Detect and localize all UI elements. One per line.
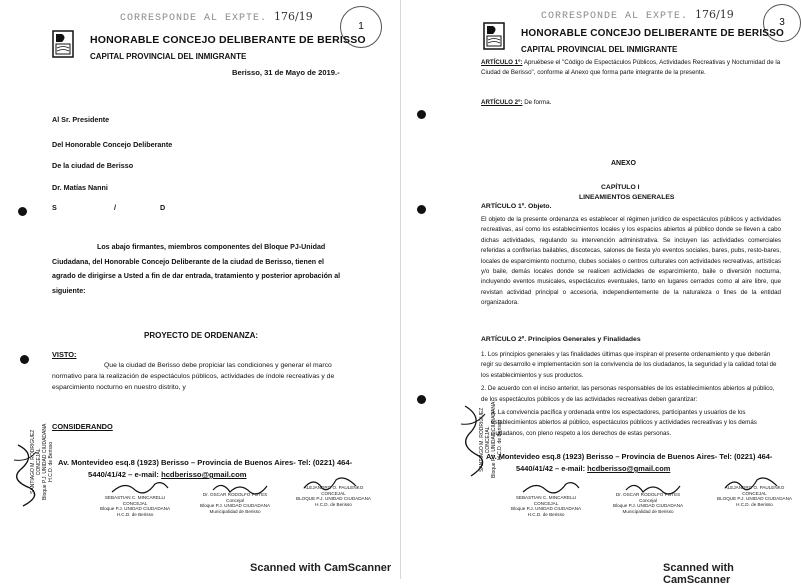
- article-1b-title: ARTÍCULO 1º. Objeto.: [481, 203, 552, 210]
- article-2-paragraph: [481, 98, 781, 108]
- recipient-line-2: Del Honorable Concejo Deliberante: [52, 140, 173, 149]
- signature-bloc: BLOQUE P.J. UNIDAD CIUDADANA: [717, 496, 792, 502]
- vertical-signature-block: [30, 424, 54, 500]
- principles-list: [481, 350, 781, 439]
- binder-hole-icon: [417, 205, 426, 214]
- footer-contact-prefix: 5440/41/42 – e-mail:: [516, 464, 586, 473]
- article-2-label: ARTÍCULO 2º:: [481, 99, 523, 106]
- signature-name: SEBASTIAN C. MINCARELLI: [515, 495, 577, 500]
- footer-address: Av. Montevideo esq.8 (1923) Berisso – Provincia de Buenos Aires- Tel: (0221) 464-: [58, 458, 353, 467]
- right-document-page: [400, 0, 801, 586]
- folio-number: 1: [358, 21, 364, 32]
- signature-block-3: [296, 485, 371, 507]
- council-logo-icon: [52, 30, 74, 58]
- visto-label: VISTO:: [52, 350, 77, 359]
- signature-block-3: [717, 485, 792, 507]
- expediente-stamp: [120, 10, 313, 24]
- article-2-text: De forma.: [524, 99, 552, 106]
- council-name: HONORABLE CONCEJO DELIBERANTE DE BERISSO: [90, 34, 366, 46]
- article-1-paragraph: [481, 58, 781, 79]
- letter-date: Berisso, 31 de Mayo de 2019.-: [232, 68, 340, 77]
- council-name: HONORABLE CONCEJO DELIBERANTE DE BERISSO: [521, 28, 785, 39]
- footer-email: hcdberisso@gmail.com: [587, 464, 671, 473]
- signature-body: Municipalidad de Berisso: [209, 508, 261, 514]
- project-title: PROYECTO DE ORDENANZA:: [144, 331, 259, 340]
- signature-bloc: Bloque P.J. UNIDAD CIUDADANA: [100, 506, 171, 512]
- expediente-stamp-label: CORRESPONDE AL EXPTE.: [120, 13, 268, 24]
- signature-name: ALEJANDRO O. PAULENKO: [303, 485, 364, 490]
- signature-body: Municipalidad de Berisso: [622, 508, 674, 514]
- signature-bloc: Bloque P.J. UNIDAD CIUDADANA: [200, 503, 271, 509]
- council-subtitle: CAPITAL PROVINCIAL DEL INMIGRANTE: [90, 52, 247, 61]
- council-subtitle: CAPITAL PROVINCIAL DEL INMIGRANTE: [521, 45, 678, 54]
- signature-role: CONCEJAL: [742, 490, 767, 496]
- binder-hole-icon: [417, 110, 426, 119]
- signature-block-2: [200, 492, 270, 514]
- recipient-line-4: Dr. Matías Nanni: [52, 183, 108, 192]
- signature-block-1: [100, 495, 170, 517]
- chapter-number: CAPÍTULO I: [601, 184, 640, 191]
- signature-role: CONCEJAL: [533, 500, 559, 506]
- expediente-stamp-number: 176/19: [274, 10, 313, 23]
- signature-body: H.C.D. de Berisso: [116, 511, 154, 517]
- signature-body: H.C.D. de Berisso: [527, 511, 565, 517]
- signature-body: H.C.D. de Berisso: [315, 501, 352, 507]
- signature-name: ALEJANDRO O. PAULENKO: [724, 485, 785, 490]
- signature-name: Dr. OSCAR RODOLFO POTES: [615, 492, 681, 497]
- footer-contact: [516, 464, 670, 473]
- expediente-stamp-label: CORRESPONDE AL EXPTE.: [541, 11, 689, 22]
- folio-number: 3: [779, 17, 785, 28]
- vertical-signature-block: [479, 402, 503, 478]
- recipient-line-3: De la ciudad de Berisso: [52, 161, 134, 170]
- article-1-text: Apruébese el "Código de Espectáculos Públicos, Actividades Recreativas y Nocturnidad de la Ciudad de Berisso", conforme al Anexo que forma parte integrante de la presente.: [481, 59, 781, 77]
- signature-role: CONCEJAL: [321, 490, 346, 496]
- salutation-slash: /: [114, 203, 116, 212]
- signature-bloc: Bloque P.J. UNIDAD CIUDADANA: [511, 506, 582, 512]
- footer-email: hcdberisso@gmail.com: [161, 470, 247, 479]
- binder-hole-icon: [20, 355, 29, 364]
- list-item: 2. De acuerdo con el inciso anterior, las personas responsables de los establecimientos abiertos al público, de los espectáculos públicos y de las actividades recreativas deben garantizar:: [481, 385, 775, 403]
- footer-contact-prefix: 5440/41/42 – e-mail:: [88, 470, 159, 479]
- left-document-page: [0, 0, 400, 579]
- signature-role: Concejal: [639, 497, 657, 503]
- binder-hole-icon: [18, 207, 27, 216]
- recipient-line-1: Al Sr. Presidente: [52, 115, 110, 124]
- expediente-stamp: [541, 8, 734, 22]
- article-2b-title: ARTÍCULO 2º. Principios Generales y Finalidades: [481, 336, 641, 343]
- signature-role: Concejal: [226, 497, 244, 503]
- intro-paragraph: Los abajo firmantes, miembros componentes del Bloque PJ-Unidad Ciudadana, del Honorable Concejo Deliberante de la ciudad de Berisso, tienen el agrado de dirigirse a Usted a fin de dar entrada, tratamiento y posterior aprobación al siguiente:: [52, 243, 341, 295]
- signature-name: SEBASTIAN C. MINCARELLI: [104, 495, 166, 500]
- anexo-heading: ANEXO: [611, 160, 636, 167]
- signature-bloc: BLOQUE P.J. UNIDAD CIUDADANA: [296, 496, 371, 502]
- binder-hole-icon: [417, 395, 426, 404]
- article-1-label: ARTÍCULO 1º:: [481, 59, 523, 66]
- list-item: 1. Los principios generales y las finalidades últimas que inspiran el presente ordenamiento y que deberán regir su desarrollo e implementación son la convivencia de los ciudadanos, la seguridad y la calidad total de los establecimientos y sus productos.: [481, 351, 777, 379]
- signature-block-1: [511, 495, 581, 517]
- council-logo-icon: [483, 22, 505, 50]
- salutation-s: S: [52, 203, 57, 212]
- visto-paragraph: Que la ciudad de Berisso debe propiciar las condiciones y generar el marco normativo para la realización de espectáculos públicos, actividades de índole recreativas y de esparcimiento nocturno en nuestro distrito, y: [52, 362, 335, 392]
- signature-body: H.C.D. de Berisso: [736, 501, 773, 507]
- expediente-stamp-number: 176/19: [695, 8, 734, 21]
- salutation-d: D: [160, 203, 166, 212]
- article-1b-paragraph: El objeto de la presente ordenanza es establecer el régimen jurídico de espectáculos públicos y actividades recreativas, así como los establecimientos locales y los espacios abiertos al público donde se lleven a cabo dichas actividades, regulando su intervención administrativa. Se incluyen las actividades comerciales referidas a confiterías bailables, discotecas, salones de fiesta y/o eventos sociales, bares, pubs, resto-bares, locales de esparcimiento nocturno, clubes sociales o centros culturales con actividades recreativas, artísticas y/o baile, demás locales donde se realicen actividades de esparcimiento, baile o diversión nocturna, incluyendo eventos musicales, espectáculos eventuales, tanto en lugares cerrados como al aire libre, que revistan actividad principal o accesoria, independientemente de la naturaleza o fines de la entidad organizadora.: [481, 216, 781, 307]
- signature-block-2: [613, 492, 683, 514]
- considerando-label: CONSIDERANDO: [52, 422, 113, 431]
- vertical-signature-text: SANTIAGO M. RODRIGUEZ CONCEJAL Bloque P.J. UNIDAD CIUDADANA H.C.D. de Berisso: [479, 401, 503, 478]
- vertical-signature-text: SANTIAGO M. RODRIGUEZ CONCEJAL Bloque P.J. UNIDAD CIUDADANA H.C.D. de Berisso: [30, 423, 54, 500]
- chapter-title: LINEAMIENTOS GENERALES: [579, 194, 675, 201]
- camscanner-watermark: Scanned with CamScanner: [663, 562, 734, 586]
- signature-name: Dr. OSCAR RODOLFO POTES: [202, 492, 268, 497]
- signature-bloc: Bloque P.J. UNIDAD CIUDADANA: [613, 503, 684, 509]
- camscanner-watermark: Scanned with CamScanner: [250, 562, 392, 574]
- signature-role: CONCEJAL: [122, 500, 148, 506]
- list-item: a. La convivencia pacífica y ordenada entre los espectadores, participantes y usuarios de los establecimientos abiertos al público, espectáculos públicos y actividades recreativas y los demás ciudadanos, con pleno respeto a los derechos de estas personas.: [491, 409, 757, 437]
- footer-address: Av. Montevideo esq.8 (1923) Berisso – Provincia de Buenos Aires- Tel: (0221) 464-: [486, 452, 773, 461]
